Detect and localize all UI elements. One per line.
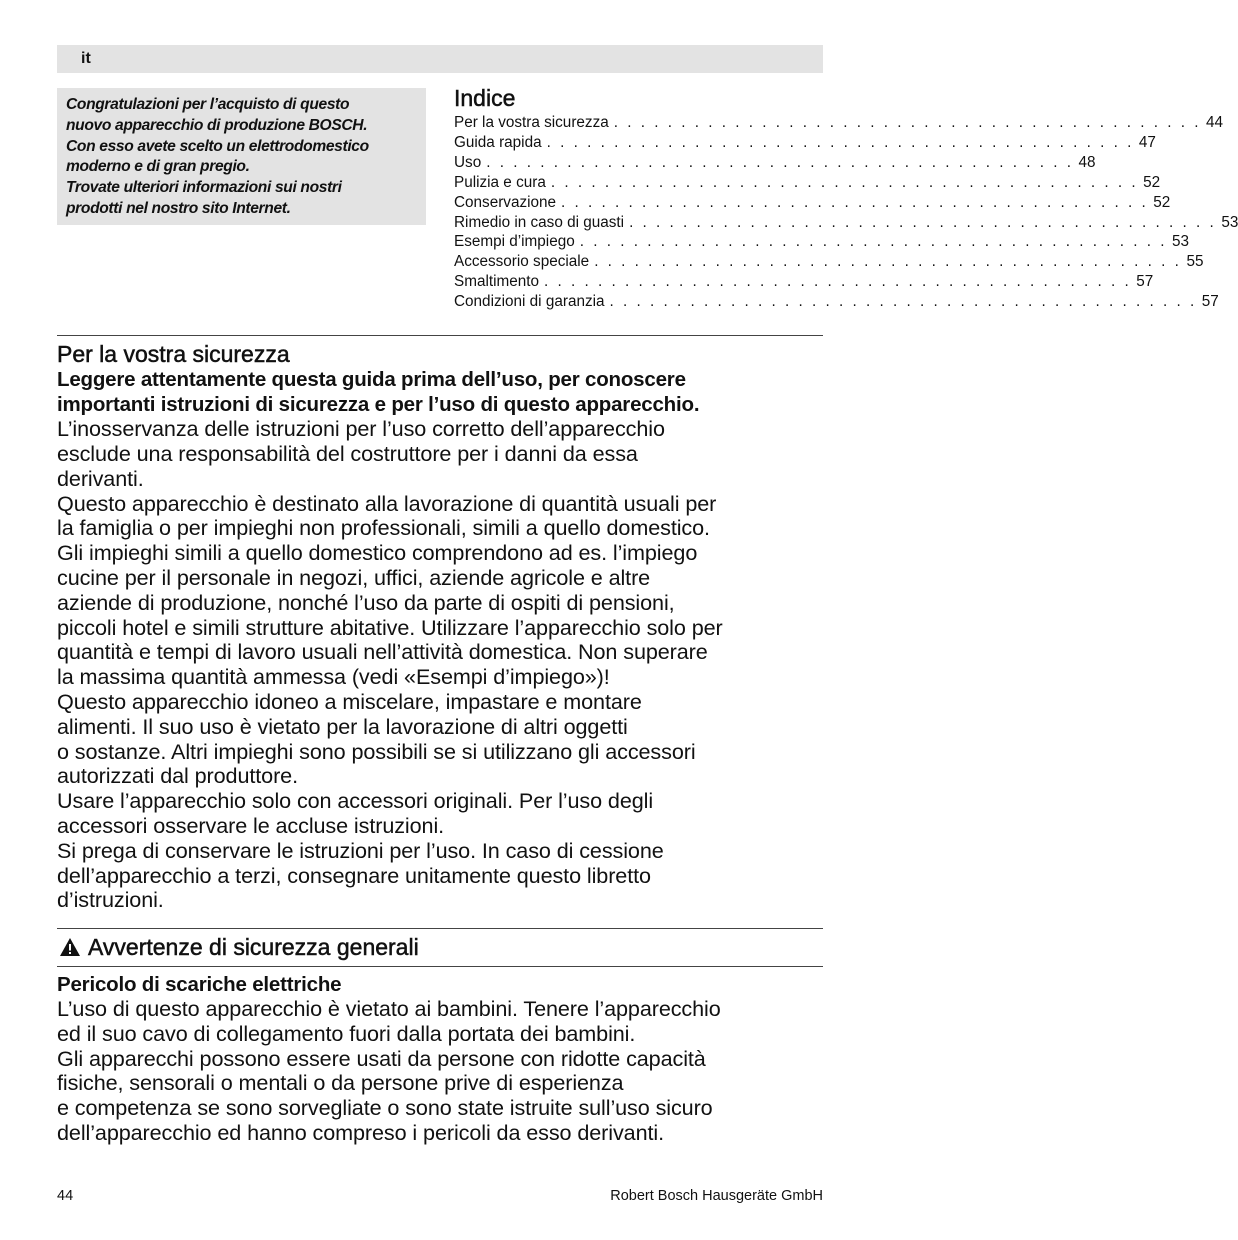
body-line: Si prega di conservare le istruzioni per l’uso. In caso di cessione (57, 837, 664, 863)
page-number: 44 (57, 1188, 74, 1204)
body-line: alimenti. Il suo uso è vietato per la lavorazione di altri oggetti (57, 713, 628, 739)
toc-title: Indice (454, 85, 516, 111)
toc-entry-page: 52 (1143, 173, 1161, 191)
table-of-contents (454, 84, 1238, 312)
toc-entry[interactable] (454, 113, 1223, 133)
toc-entry-title: Guida rapida (454, 133, 542, 151)
intro-line: prodotti nel nostro sito Internet. (66, 199, 291, 217)
language-code: it (81, 50, 91, 67)
body-line: la famiglia o per impieghi non professionali, simili a quello domestico. (57, 515, 710, 541)
toc-entry-page: 52 (1153, 193, 1171, 211)
toc-leader: . . . . . . . . . . . . . . . . . . . . . . . . . . . . . . . . . . . . . . . . . . . . (579, 233, 1167, 251)
body-line: ed il suo cavo di collegamento fuori dalla portata dei bambini. (57, 1020, 636, 1046)
toc-leader: . . . . . . . . . . . . . . . . . . . . . . . . . . . . . . . . . . . . . . . . . . . . (629, 213, 1217, 231)
safety-body (57, 417, 823, 913)
toc-entry-title: Accessorio speciale (454, 253, 590, 271)
toc-entry-title: Per la vostra sicurezza (454, 114, 609, 131)
toc-entry-page: 53 (1171, 233, 1189, 251)
body-line: Gli apparecchi possono essere usati da persone con ridotte capacità (57, 1045, 706, 1071)
body-line: Questo apparecchio idoneo a miscelare, impastare e montare (57, 688, 642, 714)
safety-section (57, 341, 823, 913)
body-line: Gli impieghi simili a quello domestico comprendono ad es. l’impiego (57, 540, 698, 566)
intro-line: moderno e di gran pregio. (66, 158, 250, 176)
toc-entry-title: Condizioni di garanzia (454, 293, 605, 311)
toc-leader: . . . . . . . . . . . . . . . . . . . . . . . . . . . . . . . . . . . . . . . . . . . . (594, 253, 1182, 271)
page-footer (57, 1188, 823, 1204)
toc-entry[interactable] (454, 272, 1154, 292)
body-line: d’istruzioni. (57, 887, 164, 913)
language-bar (57, 45, 823, 73)
body-line: L’inosservanza delle istruzioni per l’uso corretto dell’apparecchio (57, 416, 665, 442)
warnings-title: Avvertenze di sicurezza generali (88, 934, 419, 960)
toc-entry-page: 53 (1221, 213, 1238, 231)
section-divider (57, 335, 823, 336)
intro-line: nuovo apparecchio di produzione BOSCH. (66, 116, 368, 134)
toc-leader: . . . . . . . . . . . . . . . . . . . . . . . . . . . . . . . . . . . . . . . . . . . . (613, 114, 1201, 131)
toc-entry-page: 57 (1201, 293, 1219, 311)
body-line: e competenza se sono sorvegliate o sono state istruite sull’uso sicuro (57, 1095, 713, 1121)
safety-lead (57, 368, 823, 417)
body-line: o sostanze. Altri impieghi sono possibili se si utilizzano gli accessori (57, 738, 696, 764)
body-line: derivanti. (57, 465, 144, 491)
body-line: Usare l’apparecchio solo con accessori originali. Per l’uso degli (57, 788, 654, 814)
body-line: aziende di produzione, nonché l’uso da parte di ospiti di pensioni, (57, 589, 675, 615)
body-line: dell’apparecchio ed hanno compreso i pericoli da esso derivanti. (57, 1119, 664, 1145)
body-line: cucine per il personale in negozi, uffici, aziende agricole e altre (57, 564, 651, 590)
toc-leader: . . . . . . . . . . . . . . . . . . . . . . . . . . . . . . . . . . . . . . . . . . . . (550, 173, 1139, 191)
intro-line: Trovate ulteriori informazioni sui nostri (66, 179, 342, 197)
section-divider (57, 928, 823, 929)
body-line: Questo apparecchio è destinato alla lavorazione di quantità usuali per (57, 490, 717, 516)
toc-leader: . . . . . . . . . . . . . . . . . . . . . . . . . . . . . . . . . . . . . . . . . . . . (486, 153, 1074, 171)
toc-entry-page: 55 (1186, 253, 1204, 271)
body-line: fisiche, sensorali o mentali o da persone prive di esperienza (57, 1070, 624, 1096)
intro-line: Con esso avete scelto un elettrodomestico (66, 137, 369, 155)
warnings-header (57, 932, 823, 962)
toc-entry[interactable] (454, 252, 1204, 272)
section-divider (57, 966, 823, 967)
publisher: Robert Bosch Hausgeräte GmbH (610, 1188, 823, 1204)
toc-entry-title: Smaltimento (454, 273, 540, 291)
toc-entry-title: Pulizia e cura (454, 173, 546, 191)
body-line: L’uso di questo apparecchio è vietato ai bambini. Tenere l’apparecchio (57, 996, 721, 1021)
toc-entry-title: Uso (454, 153, 482, 171)
warnings-section (57, 972, 823, 1146)
body-line: autorizzati dal produttore. (57, 763, 298, 789)
intro-line: Congratulazioni per l’acquisto di questo (66, 96, 350, 113)
warning-icon (59, 937, 81, 957)
body-line: piccoli hotel e simili strutture abitative. Utilizzare l’apparecchio solo per (57, 614, 723, 640)
toc-entry[interactable] (454, 153, 1096, 173)
toc-entry[interactable] (454, 292, 1219, 312)
toc-entry[interactable] (454, 193, 1171, 213)
toc-entry-title: Esempi d’impiego (454, 233, 575, 251)
warnings-subtitle: Pericolo di scariche elettriche (57, 973, 342, 996)
toc-entry[interactable] (454, 213, 1238, 233)
intro-box (57, 88, 426, 225)
toc-leader: . . . . . . . . . . . . . . . . . . . . . . . . . . . . . . . . . . . . . . . . . . . . (546, 133, 1134, 151)
body-line: dell’apparecchio a terzi, consegnare unitamente questo libretto (57, 862, 651, 888)
toc-entry[interactable] (454, 133, 1156, 153)
toc-entry-page: 47 (1138, 133, 1156, 151)
warnings-body (57, 997, 823, 1146)
toc-entry-page: 44 (1205, 114, 1223, 131)
toc-entry-title: Rimedio in caso di guasti (454, 213, 625, 231)
body-line: la massima quantità ammessa (vedi «Esempi d’impiego»)! (57, 664, 610, 690)
toc-entry[interactable] (454, 232, 1189, 252)
toc-leader: . . . . . . . . . . . . . . . . . . . . . . . . . . . . . . . . . . . . . . . . . . . . (561, 193, 1149, 211)
body-line: accessori osservare le accluse istruzioni. (57, 812, 445, 838)
toc-entry-page: 57 (1136, 273, 1154, 291)
toc-entry-page: 48 (1078, 153, 1096, 171)
toc-entry-title: Conservazione (454, 193, 557, 211)
body-line: quantità e tempi di lavoro usuali nell’attività domestica. Non superare (57, 639, 708, 665)
lead-line: Leggere attentamente questa guida prima dell’uso, per conoscere (57, 368, 686, 391)
section-title: Per la vostra sicurezza (57, 341, 290, 367)
body-line: esclude una responsabilità del costruttore per i danni da essa (57, 440, 638, 466)
lead-line: importanti istruzioni di sicurezza e per l’uso di questo apparecchio. (57, 392, 700, 416)
toc-leader: . . . . . . . . . . . . . . . . . . . . . . . . . . . . . . . . . . . . . . . . . . . . (544, 273, 1132, 291)
toc-entry[interactable] (454, 173, 1161, 193)
toc-leader: . . . . . . . . . . . . . . . . . . . . . . . . . . . . . . . . . . . . . . . . . . . . (609, 293, 1197, 311)
